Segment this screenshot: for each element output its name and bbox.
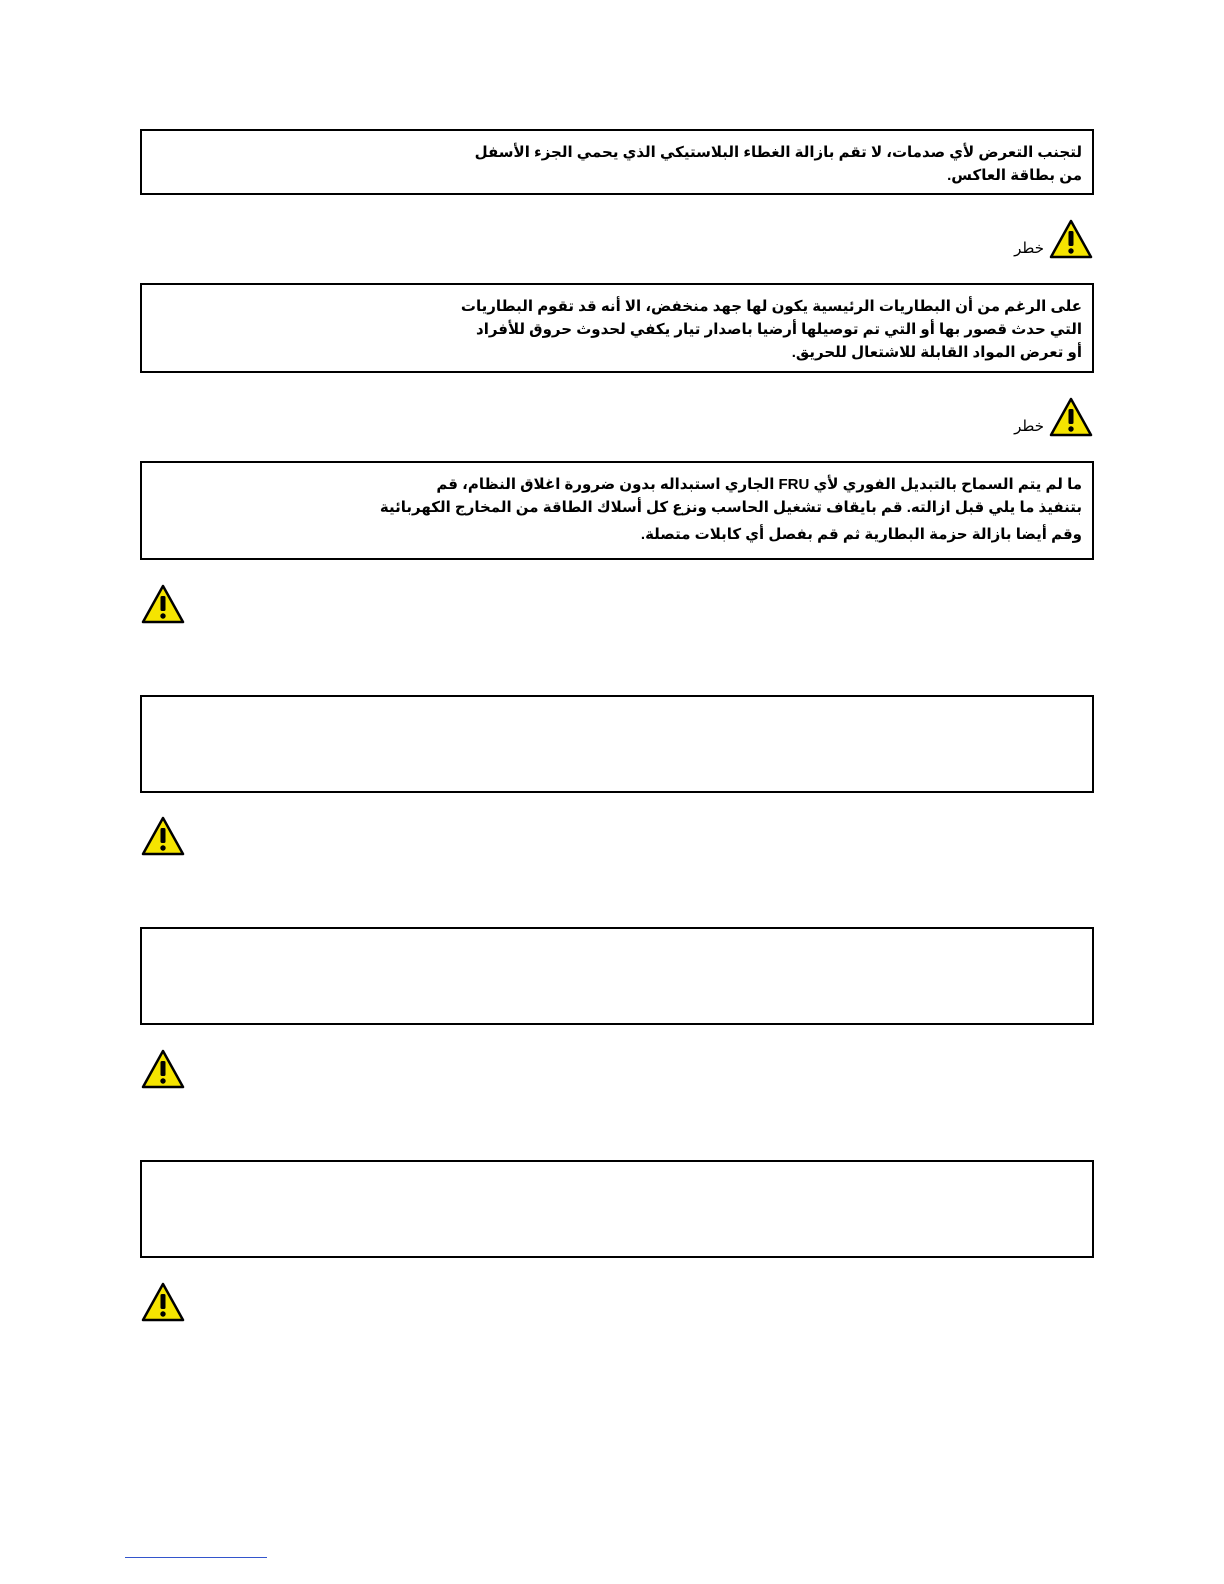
notice-box-2	[140, 283, 1094, 373]
warning-triangle-icon	[1048, 396, 1094, 438]
warning-triangle-icon	[1048, 218, 1094, 260]
notice-line: من بطاقة العاكس.	[947, 167, 1082, 184]
notice-line: على الرغم من أن البطاريات الرئيسية يكون لها جهد منخفض، الا أنه قد تقوم البطاريات	[460, 298, 1082, 315]
danger-label: خطر	[1014, 418, 1044, 435]
danger-label: خطر	[1014, 240, 1044, 257]
footer-rule	[125, 1557, 267, 1558]
notice-line: التي حدث قصور بها أو التي تم توصيلها أرضيا باصدار تيار يكفي لحدوث حروق للأفراد	[476, 321, 1082, 338]
notice-line: بتنفيذ ما يلي قبل ازالته. قم بايقاف تشغيل الحاسب ونزع كل أسلاك الطاقة من المخارج الكهربائية	[379, 499, 1082, 516]
notice-line: أو تعرض المواد القابلة للاشتعال للحريق.	[791, 344, 1082, 361]
notice-line: وقم أيضا بازالة حزمة البطارية ثم قم بفصل أي كابلات متصلة.	[640, 526, 1082, 543]
empty-notice-box	[140, 927, 1094, 1025]
notice-line: لتجنب التعرض لأي صدمات، لا تقم بازالة الغطاء البلاستيكي الذي يحمي الجزء الأسفل	[474, 144, 1082, 161]
notice-line: ما لم يتم السماح بالتبديل الفوري لأي FRU الجاري استبداله بدون ضرورة اغلاق النظام، قم	[436, 476, 1082, 493]
warning-triangle-icon	[140, 815, 186, 857]
notice-box-3	[140, 461, 1094, 560]
warning-triangle-icon	[140, 1048, 186, 1090]
danger-heading-2	[1014, 394, 1094, 438]
warning-triangle-icon	[140, 1281, 186, 1323]
empty-notice-box	[140, 695, 1094, 793]
notice-box-1	[140, 129, 1094, 195]
empty-notice-box	[140, 1160, 1094, 1258]
danger-heading-1	[1014, 216, 1094, 260]
warning-triangle-icon	[140, 583, 186, 625]
